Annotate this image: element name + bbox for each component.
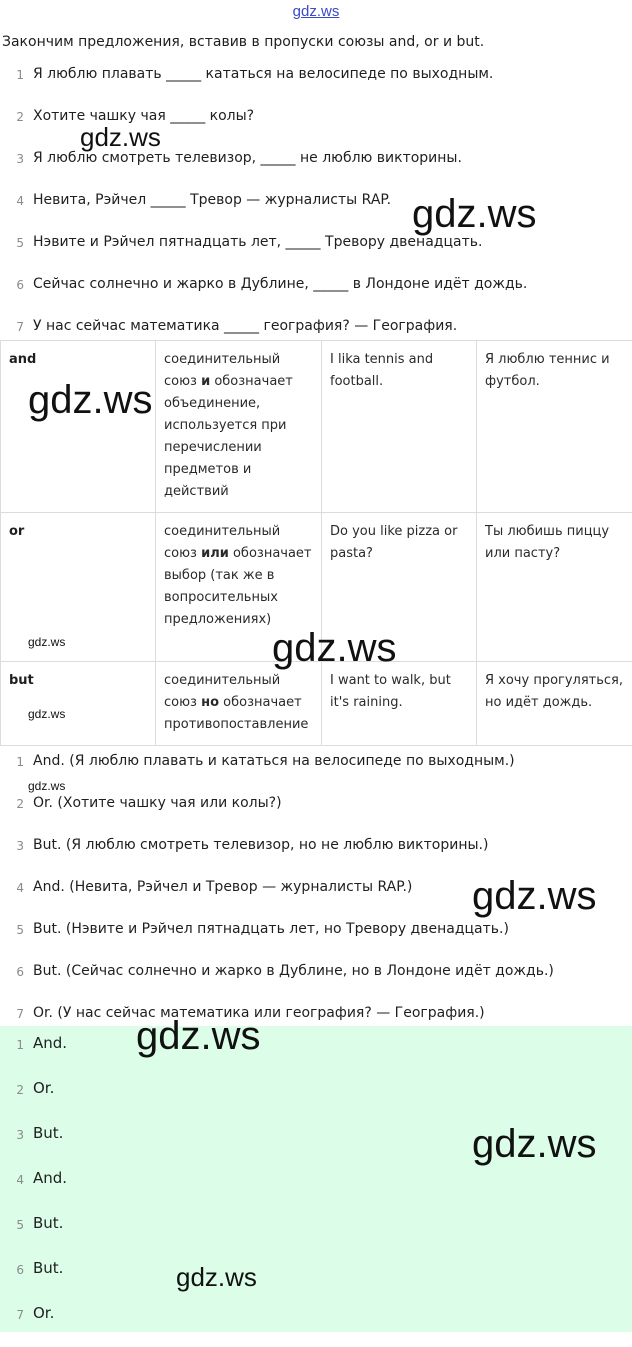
list-item [0, 1212, 632, 1257]
task-instruction: Закончим предложения, вставив в пропуски союзы and, or и but. [2, 33, 628, 51]
question-text: Сейчас солнечно и жарко в Дублине, _____ в Лондоне идёт дождь. [33, 275, 527, 293]
description-cell: соединительный союз и обозначает объединение, используется при перечислении предметов и действий [156, 341, 322, 513]
item-number: 5 [0, 1212, 33, 1236]
short-answer: Or. [33, 1302, 54, 1324]
site-link[interactable]: gdz.ws [0, 3, 632, 20]
list-item [0, 1032, 632, 1077]
example-ru-cell: Я хочу прогуляться, но идёт дождь. [477, 662, 632, 746]
list-item [0, 189, 632, 231]
item-number: 3 [0, 149, 33, 168]
list-item [0, 792, 632, 834]
list-item [0, 1257, 632, 1302]
watermark: gdz.ws [28, 380, 153, 420]
item-number: 6 [0, 1257, 33, 1281]
answer-text: And. (Я люблю плавать и кататься на велосипеде по выходным.) [33, 752, 515, 770]
watermark: gdz.ws [472, 876, 597, 916]
question-text: Нэвите и Рэйчел пятнадцать лет, _____ Тревору двенадцать. [33, 233, 482, 251]
conjunction-translation: но [201, 695, 219, 710]
list-item [0, 834, 632, 876]
watermark: gdz.ws [176, 1264, 257, 1290]
example-en-cell: I want to walk, but it's raining. [322, 662, 477, 746]
list-item [0, 1302, 632, 1347]
item-number: 6 [0, 962, 33, 981]
answer-text: Or. (У нас сейчас математика или география? — География.) [33, 1004, 485, 1022]
list-item [0, 1077, 632, 1122]
answer-text: And. (Невита, Рэйчел и Тревор — журналисты RAP.) [33, 878, 412, 896]
short-answer: But. [33, 1212, 63, 1234]
list-item [0, 750, 632, 792]
item-number: 7 [0, 317, 33, 336]
item-number: 4 [0, 878, 33, 897]
example-ru-cell: Ты любишь пиццу или пасту? [477, 513, 632, 662]
question-text: У нас сейчас математика _____ география? — География. [33, 317, 457, 335]
list-item [0, 231, 632, 273]
watermark: gdz.ws [28, 636, 65, 648]
item-number: 2 [0, 107, 33, 126]
watermark: gdz.ws [136, 1016, 261, 1056]
item-number: 1 [0, 752, 33, 771]
question-text: Я люблю смотреть телевизор, _____ не люблю викторины. [33, 149, 462, 167]
short-answer: Or. [33, 1077, 54, 1099]
list-item [0, 1167, 632, 1212]
example-en-cell: Do you like pizza or pasta? [322, 513, 477, 662]
item-number: 6 [0, 275, 33, 294]
table-row [1, 341, 632, 513]
watermark: gdz.ws [28, 708, 65, 720]
question-text: Я люблю плавать _____ кататься на велосипеде по выходным. [33, 65, 493, 83]
watermark: gdz.ws [412, 194, 537, 234]
conjunction-cell: and [1, 341, 156, 513]
item-number: 2 [0, 1077, 33, 1101]
list-item [0, 918, 632, 960]
table-row [1, 662, 632, 746]
item-number: 1 [0, 1032, 33, 1056]
item-number: 3 [0, 836, 33, 855]
watermark: gdz.ws [472, 1124, 597, 1164]
item-number: 7 [0, 1004, 33, 1023]
question-text: Невита, Рэйчел _____ Тревор — журналисты RAP. [33, 191, 391, 209]
conjunction-cell: but [1, 662, 156, 746]
question-text: Хотите чашку чая _____ колы? [33, 107, 254, 125]
item-number: 5 [0, 920, 33, 939]
short-answer: And. [33, 1032, 67, 1054]
item-number: 7 [0, 1302, 33, 1326]
list-item [0, 63, 632, 105]
answer-text: But. (Нэвите и Рэйчел пятнадцать лет, но Тревору двенадцать.) [33, 920, 509, 938]
conjunction-translation: или [201, 546, 229, 561]
description-cell: соединительный союз или обозначает выбор (так же в вопросительных предложениях) [156, 513, 322, 662]
watermark: gdz.ws [80, 124, 161, 150]
item-number: 4 [0, 191, 33, 210]
short-answer: And. [33, 1167, 67, 1189]
answer-text: Or. (Хотите чашку чая или колы?) [33, 794, 282, 812]
item-number: 1 [0, 65, 33, 84]
example-en-cell: I lika tennis and football. [322, 341, 477, 513]
conjunction-cell: or [1, 513, 156, 662]
answer-text: But. (Сейчас солнечно и жарко в Дублине, но в Лондоне идёт дождь.) [33, 962, 554, 980]
description-cell: соединительный союз но обозначает противопоставление [156, 662, 322, 746]
example-ru-cell: Я люблю теннис и футбол. [477, 341, 632, 513]
item-number: 4 [0, 1167, 33, 1191]
watermark: gdz.ws [272, 628, 397, 668]
list-item [0, 273, 632, 315]
watermark: gdz.ws [28, 780, 65, 792]
item-number: 5 [0, 233, 33, 252]
short-answers-panel [0, 1026, 632, 1332]
conjunction-translation: и [201, 374, 210, 389]
short-answer: But. [33, 1257, 63, 1279]
list-item [0, 147, 632, 189]
answer-text: But. (Я люблю смотреть телевизор, но не люблю викторины.) [33, 836, 488, 854]
list-item [0, 960, 632, 1002]
item-number: 2 [0, 794, 33, 813]
item-number: 3 [0, 1122, 33, 1146]
short-answer: But. [33, 1122, 63, 1144]
question-list [0, 63, 632, 357]
